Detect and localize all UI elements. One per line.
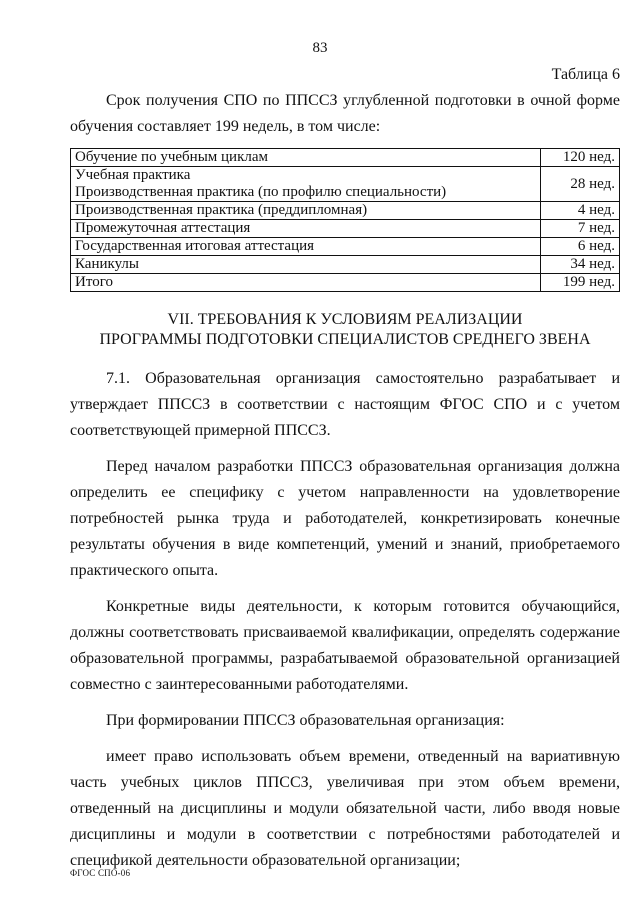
table-cell-label-line: Учебная практика bbox=[75, 167, 191, 183]
intro-paragraph: Срок получения СПО по ППССЗ углубленной подготовки в очной форме обучения составляет 199 недель, в том числе: bbox=[70, 92, 620, 135]
table-row bbox=[71, 274, 620, 292]
section-heading bbox=[70, 310, 620, 350]
table-cell-label: Государственная итоговая аттестация bbox=[71, 238, 541, 256]
body-paragraph: При формировании ППССЗ образовательная организация: bbox=[106, 712, 505, 729]
table-cell-label: Производственная практика (преддипломная) bbox=[71, 202, 541, 220]
table-caption: Таблица 6 bbox=[551, 66, 620, 83]
body-paragraph: Конкретные виды деятельности, к которым готовится обучающийся, должны соответствовать присваиваемой квалификации, определять содержание образовательной программы, разрабатываемой образовательной организацией совместно с заинтересованными работодателями. bbox=[70, 598, 620, 693]
table-cell-label: Каникулы bbox=[71, 256, 541, 274]
table-cell-label: Промежуточная аттестация bbox=[71, 220, 541, 238]
table-cell-value: 4 нед. bbox=[541, 202, 620, 220]
table-cell-label: Итого bbox=[71, 274, 541, 292]
footer-code: ФГОС СПО-06 bbox=[70, 868, 131, 878]
page-number: 83 bbox=[312, 40, 328, 56]
body-paragraph: Перед началом разработки ППССЗ образовательная организация должна определить ее специфику с учетом направленности на удовлетворение потребностей рынка труда и работодателей, конкретизировать конечные результаты обучения в виде компетенций, умений и знаний, приобретаемого практического опыта. bbox=[70, 458, 620, 579]
table-cell-value: 120 нед. bbox=[541, 149, 620, 167]
table-row bbox=[71, 202, 620, 220]
table-cell-value: 199 нед. bbox=[541, 274, 620, 292]
body-paragraph: имеет право использовать объем времени, отведенный на вариативную часть учебных циклов ППССЗ, увеличивая при этом объем времени, отведенный на дисциплины и модули обязательной части, либо вводя новые дисциплины и модули в соответствии с потребностями работодателей и спецификой деятельности образовательной организации; bbox=[70, 748, 620, 869]
table-cell-value: 34 нед. bbox=[541, 256, 620, 274]
table-row bbox=[71, 238, 620, 256]
table-cell-value: 7 нед. bbox=[541, 220, 620, 238]
table-row bbox=[71, 220, 620, 238]
section-heading-line: VII. ТРЕБОВАНИЯ К УСЛОВИЯМ РЕАЛИЗАЦИИ bbox=[167, 311, 523, 328]
section-heading-line: ПРОГРАММЫ ПОДГОТОВКИ СПЕЦИАЛИСТОВ СРЕДНЕГО ЗВЕНА bbox=[99, 331, 591, 348]
table-cell-label: Обучение по учебным циклам bbox=[71, 149, 541, 167]
table-row bbox=[71, 256, 620, 274]
schedule-table bbox=[70, 148, 620, 292]
table-row bbox=[71, 149, 620, 167]
body-paragraph: 7.1. Образовательная организация самостоятельно разрабатывает и утверждает ППССЗ в соответствии с настоящим ФГОС СПО и с учетом соответствующей примерной ППССЗ. bbox=[70, 370, 620, 439]
table-cell-value: 6 нед. bbox=[541, 238, 620, 256]
table-row bbox=[71, 167, 620, 202]
table-cell-value: 28 нед. bbox=[541, 167, 620, 202]
table-cell-label bbox=[71, 167, 541, 202]
table-cell-label-line: Производственная практика (по профилю специальности) bbox=[75, 184, 447, 200]
body-text bbox=[70, 366, 620, 884]
